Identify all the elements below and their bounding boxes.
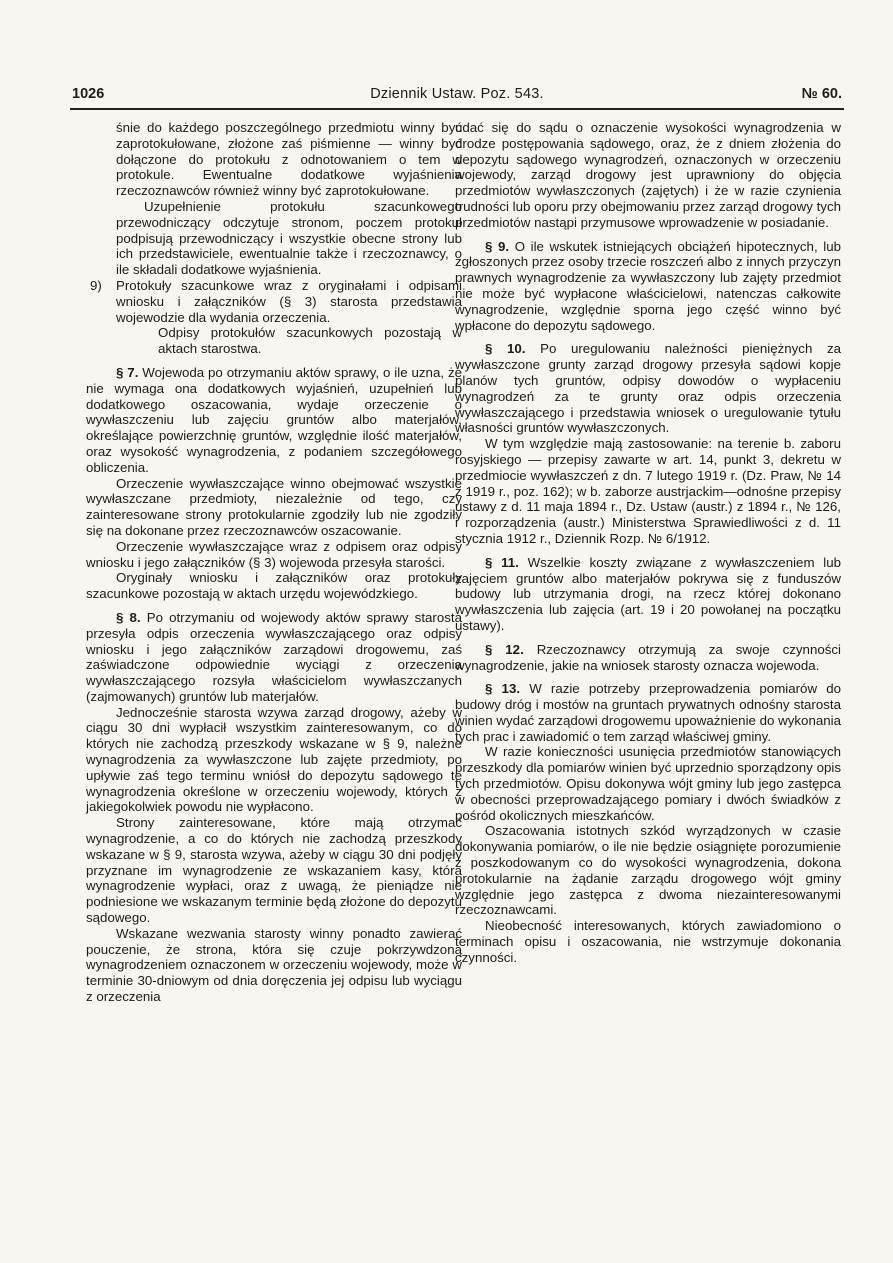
right-column	[455, 120, 841, 966]
section-label: § 8.	[116, 609, 141, 625]
section-text: Po otrzymaniu od wojewody aktów sprawy starosta przesyła odpis orzeczenia wywłaszczającego oraz odpisy wniosku i jego załączników zarządowi drogowemu, zaś zaświadczone odpowiednie wyciągi z orzeczenia wywłaszczającego rozsyła właścicielom wywłaszczanych (zajmowanych) gruntów lub materjałów.	[86, 609, 462, 704]
paragraph: W tym względzie mają zastosowanie: na terenie b. zaboru rosyjskiego — przepisy zawarte w art. 14, punkt 3, dekretu w przedmiocie wywłaszczeń z dn. 7 lutego 1919 r. (Dz. Praw, № 14 z 1919 r., poz. 162); w b. zaborze austrjackim—odnośne przepisy ustawy z d. 11 maja 1894 r., Dz. Ustaw (austr.) z 1894 r., № 126, i rozporządzenia (austr.) Ministerstwa Sprawiedliwości z d. 11 stycznia 1912 r., Dziennik Rozp. № 6/1912.	[455, 436, 841, 546]
section-10	[455, 341, 841, 436]
issue-number: № 60.	[801, 86, 842, 102]
paragraph: W razie konieczności usunięcia przedmiotów stanowiących przeszkody dla pomiarów winien być uprzednio sporządzony opis tych przedmiotów. Opisu dokonywa wójt gminy lub jego zastępca w obecności przeprowadzającego pomiary i dwóch świadków z pośród okolicznych mieszkańców.	[455, 744, 841, 823]
journal-title: Dziennik Ustaw. Poz. 543.	[370, 86, 544, 102]
numbered-item	[86, 278, 462, 325]
paragraph: Orzeczenie wywłaszczające winno obejmować wszystkie wywłaszczane przedmioty, niezależnie od tego, czy zainteresowane strony protokularnie zgodziły lub nie zgodziły się na dokonane przez rzeczoznawców oszacowanie.	[86, 475, 462, 538]
section-11	[455, 555, 841, 634]
section-label: § 11.	[485, 554, 519, 570]
header-rule	[70, 108, 844, 110]
section-text: W razie potrzeby przeprowadzenia pomiarów do budowy dróg i mostów na gruntach prywatnych odnośny starosta winien wydać zarządowi drogowemu upoważnienie do wykonania tych prac i zawiadomić o tem zarząd właściwej gminy.	[455, 681, 841, 744]
section-13	[455, 681, 841, 744]
section-label: § 12.	[485, 641, 524, 657]
page-header	[72, 86, 842, 108]
page-number: 1026	[72, 86, 105, 102]
paragraph: Jednocześnie starosta wzywa zarząd drogowy, ażeby w ciągu 30 dni wypłacił wszystkim zainteresowanym, co do których nie zachodzą przeszkody wskazane w § 9, należne wynagrodzenia za wywłaszczone lub zajęte przedmioty, po upływie zaś tego terminu wniósł do depozytu sądowego te wynagrodzenia określone w orzeczeniu wojewody, których z jakiegokolwiek powodu nie wypłacono.	[86, 704, 462, 815]
item-number: 9)	[90, 277, 102, 293]
paragraph: Nieobecność interesowanych, których zawiadomiono o terminach opisu i oszacowania, nie wstrzymuje dokonania czynności.	[455, 918, 841, 965]
section-label: § 13.	[485, 681, 521, 697]
section-text: Po uregulowaniu należności pieniężnych za wywłaszczone grunty zarząd drogowy przesyła sądowi kopje planów tych gruntów, odpisy dowodów o wypłaceniu wynagrodzeń za te grunty oraz odpis orzeczenia wywłaszczającego i przedstawia wniosek o uregulowanie tytułu własności gruntów wywłaszczonych.	[455, 341, 841, 436]
paragraph: Oryginały wniosku i załączników oraz protokuły szacunkowe pozostają w aktach urzędu wojewódzkiego.	[86, 570, 462, 602]
section-7	[86, 365, 462, 476]
section-9	[455, 239, 841, 334]
item-text: Protokuły szacunkowe wraz z oryginałami i odpisami wniosku i załączników (§ 3) starosta przedstawia wojewodzie dla wydania orzeczenia.	[116, 277, 462, 325]
paragraph: śnie do każdego poszczególnego przedmiotu winny być zaprotokułowane, złożone zaś piśmienne — winny być dołączone do protokułu z odnotowaniem o tem w protokule. Ewentualne dodatkowe wyjaśnienia rzeczoznawców również winny być zaprotokułowane.	[116, 120, 462, 199]
paragraph: Uzupełnienie protokułu szacunkowego przewodniczący odczytuje stronom, poczem protokuł podpisują przewodniczący i wszystkie obecne strony lub ich przedstawiciele, ewentualnie także i rzeczoznawcy, o ile składali dodatkowe wyjaśnienia.	[116, 198, 462, 278]
section-12	[455, 642, 841, 674]
paragraph: Strony zainteresowane, które mają otrzymać wynagrodzenie, a co do których nie zachodzą przeszkody wskazane w § 9, starosta wzywa, ażeby w ciągu 30 dni podjęły przyznane im wynagrodzenie ze wskazaniem kasy, która wynagrodzenie wypłaci, oraz z uwagą, że pieniądze nie podniesione we wskazanym terminie będą złożone do depozytu sądowego.	[86, 815, 462, 926]
section-label: § 7.	[116, 364, 139, 380]
section-text: O ile wskutek istniejących obciążeń hipotecznych, lub zgłoszonych przez osoby trzecie roszczeń albo z innych przyczyn prawnych wynagrodzenie za wywłaszczony lub zajęty przedmiot nie może być wypłacone właścicielowi, natenczas całkowite wynagrodzenie, względnie sporna jego część winno być wpłacone do depozytu sądowego.	[455, 238, 841, 333]
section-8	[86, 610, 462, 705]
section-text: Rzeczoznawcy otrzymują za swoje czynności wynagrodzenie, jakie na wniosek starosty oznacza wojewoda.	[455, 641, 841, 673]
paragraph: Wskazane wezwania starosty winny ponadto zawierać pouczenie, że strona, która się czuje pokrzywdzoną wynagrodzeniem oznaczonem w orzeczeniu wojewody, może w terminie 30-dniowym od dnia doręczenia jej odpisu lub wyciągu z orzeczenia	[86, 925, 462, 1005]
section-label: § 10.	[485, 341, 526, 357]
section-label: § 9.	[485, 238, 510, 254]
paragraph: udać się do sądu o oznaczenie wysokości wynagrodzenia w drodze postępowania sądowego, oraz, że z dniem złożenia do depozytu sądowego wynagrodzeń, oznaczonych w orzeczeniu wojewody, zarząd drogowy jest uprawniony do objęcia przedmiotów wywłaszczonych (zajętych) i że w razie czynienia trudności lub oporu przy obejmowaniu przez zarząd drogowy tych przedmiotów nastąpi przymusowe wprowadzenie w posiadanie.	[455, 120, 841, 230]
section-text: Wszelkie koszty związane z wywłaszczeniem lub zajęciem gruntów albo materjałów pokrywa się z funduszów budowy lub utrzymania drogi, na rzecz której dokonano wywłaszczenia lub zajęcia (art. 19 i 20 powołanej na początku ustawy).	[455, 554, 841, 633]
paragraph: Orzeczenie wywłaszczające wraz z odpisem oraz odpisy wniosku i jego załączników (§ 3) wojewoda przesyła starości.	[86, 538, 462, 570]
paragraph: Odpisy protokułów szacunkowych pozostają w aktach starostwa.	[158, 325, 462, 357]
paragraph: Oszacowania istotnych szkód wyrządzonych w czasie dokonywania pomiarów, o ile nie będzie osiągnięte porozumienie z poszkodowanym co do wysokości wynagrodzenia, dokona protokularnie na żądanie zarządu drogowego wójt gminy względnie jego zastępca z dwoma niezainteresowanymi rzeczoznawcami.	[455, 823, 841, 918]
left-column	[86, 120, 462, 1005]
section-text: Wojewoda po otrzymaniu aktów sprawy, o ile uzna, że nie wymaga ona dodatkowych wyjaśnień, uzupełnień lub dodatkowego oszacowania, wydaje orzeczenie o wywłaszczeniu lub zajęciu gruntów albo materjałów, określające powierzchnię gruntów, względnie ilość materjałów, oraz wysokość wynagrodzenia, z podaniem szczegółowego obliczenia.	[86, 364, 462, 475]
